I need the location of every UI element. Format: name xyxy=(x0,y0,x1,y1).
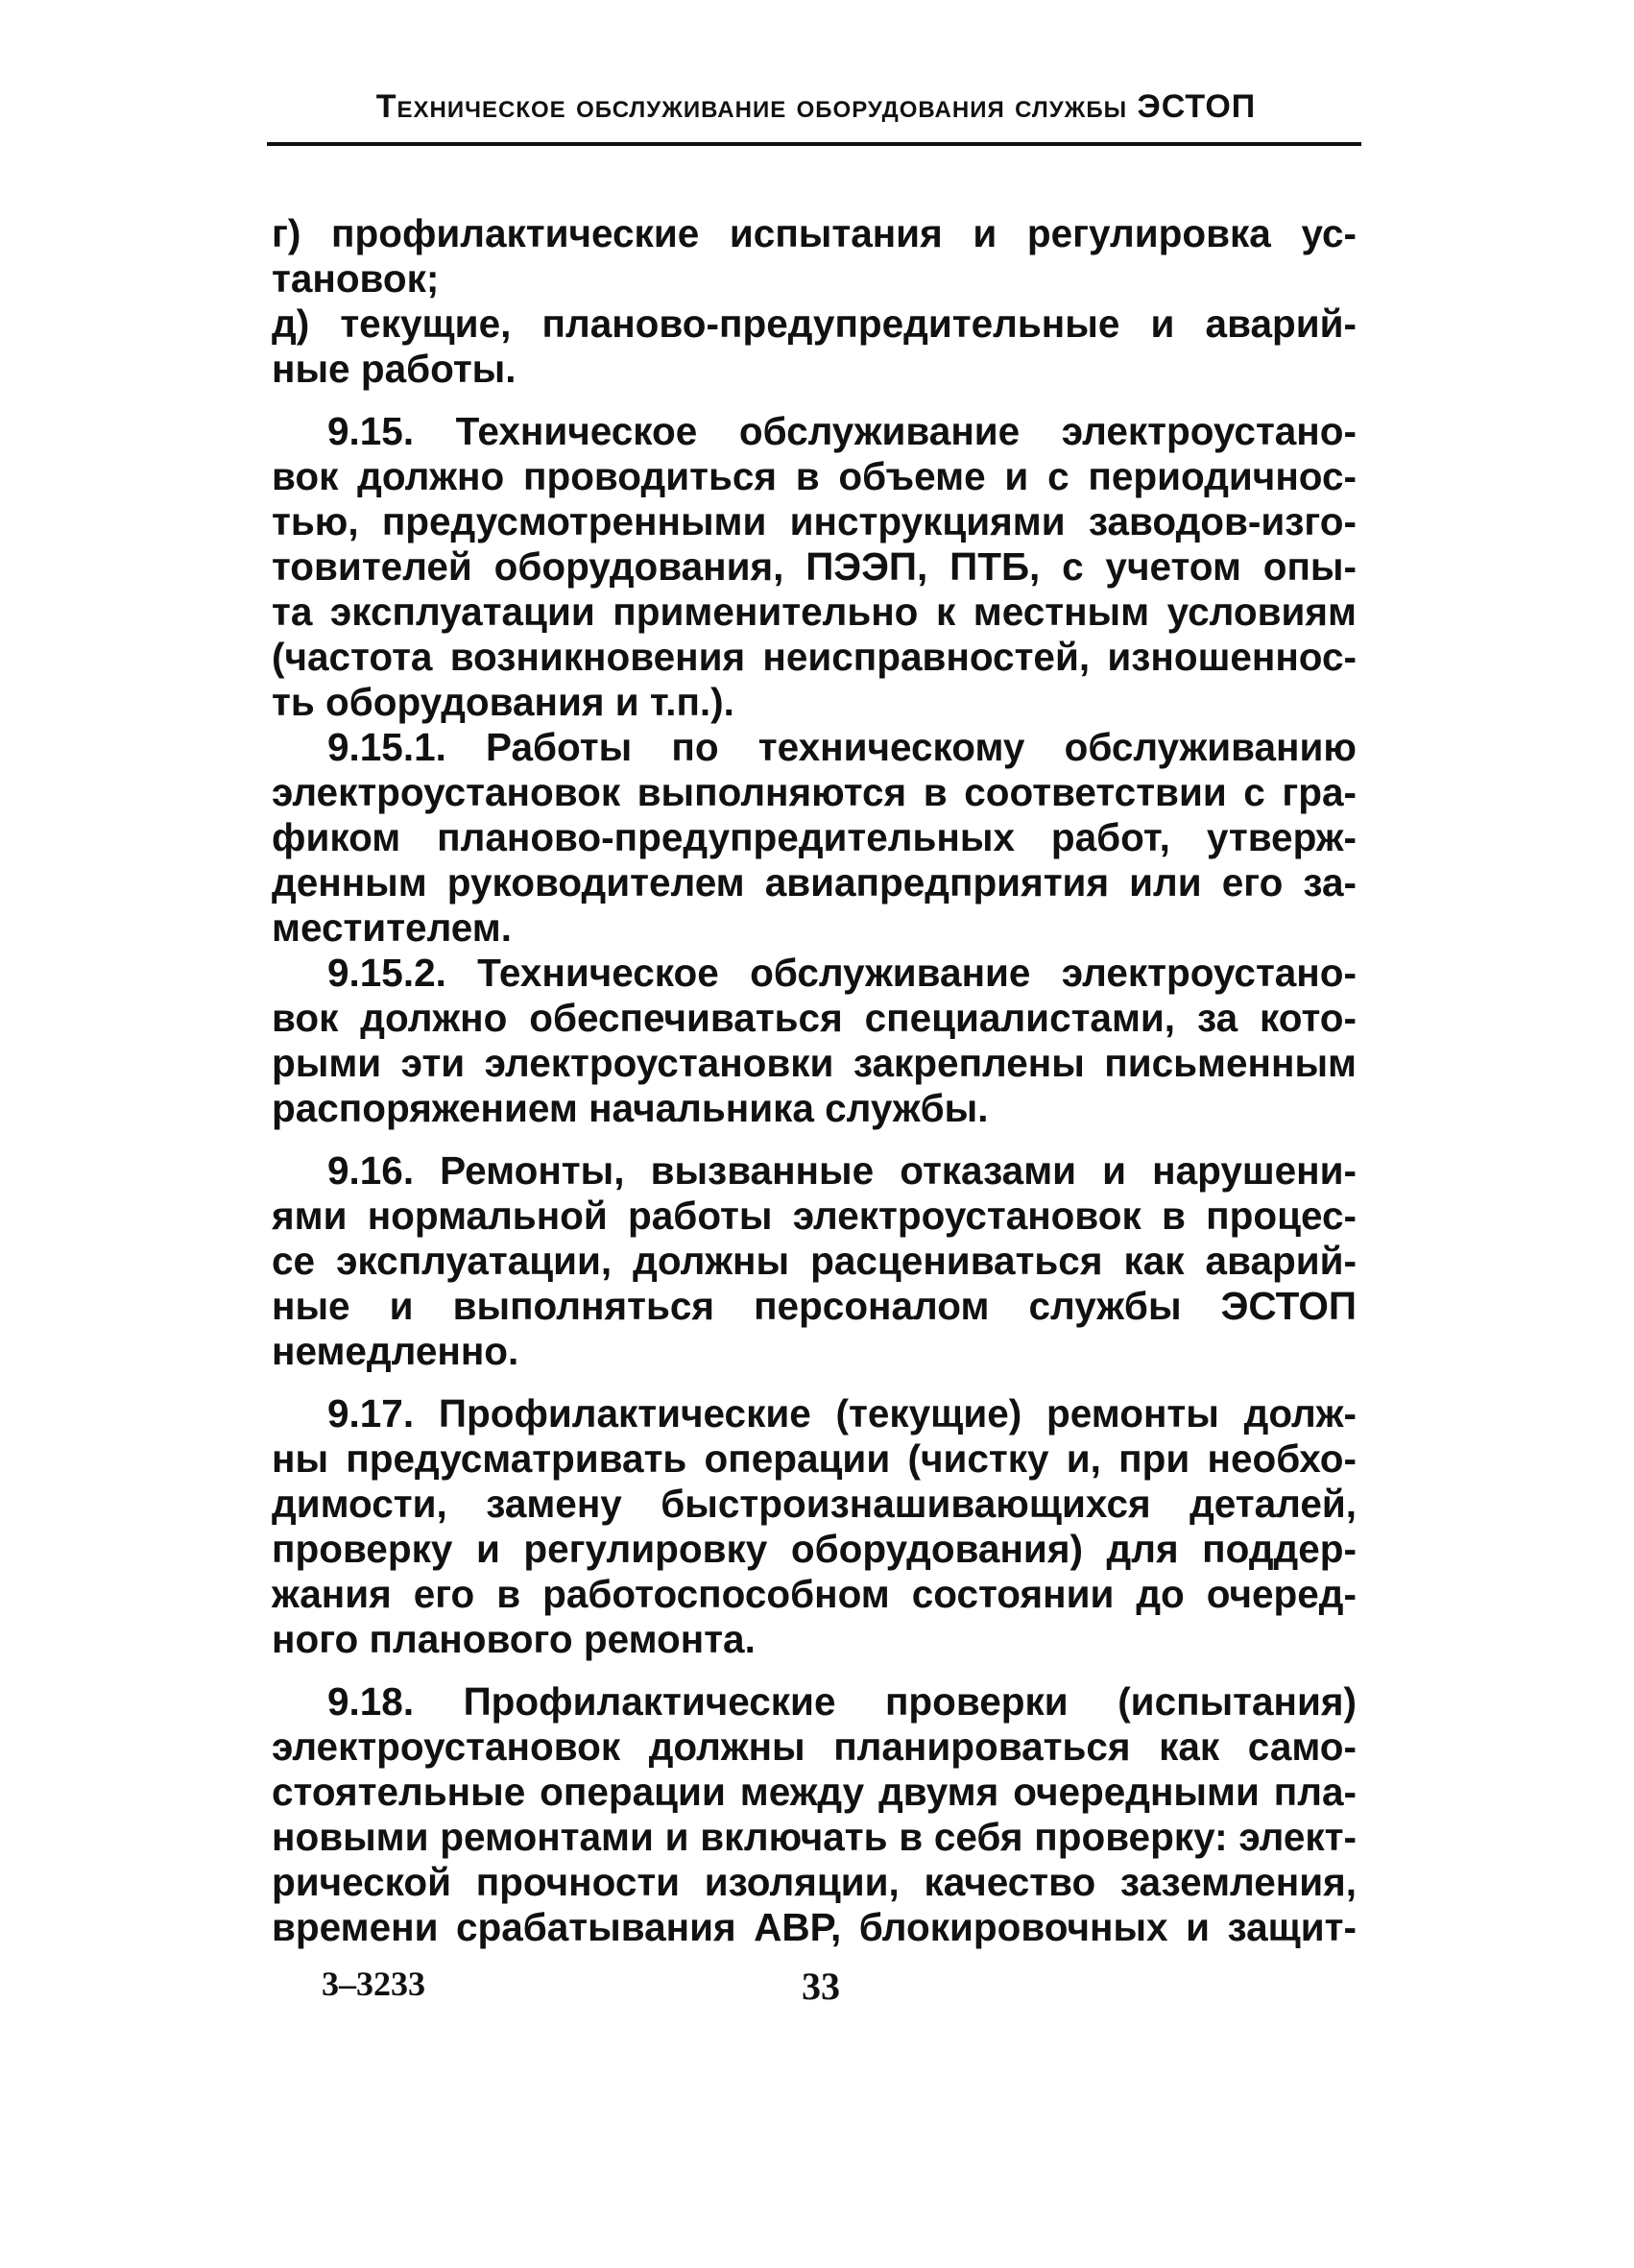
text-line: немедленно. xyxy=(272,1329,519,1373)
text-line: стоятельные операции между двумя очередными пла- xyxy=(272,1770,1357,1814)
text-line: ные работы. xyxy=(272,347,517,391)
text-line: 9.18. Профилактические проверки (испытания) xyxy=(327,1679,1357,1724)
text-line: 9.16. Ремонты, вызванные отказами и нарушени- xyxy=(327,1148,1357,1193)
text-line: вок должно обеспечиваться специалистами, за кото- xyxy=(272,996,1357,1040)
running-header-title: Техническое обслуживание оборудования службы ЭСТОП xyxy=(375,88,1257,125)
text-line: рыми эти электроустановки закреплены письменным xyxy=(272,1041,1357,1085)
text-line: вок должно проводиться в объеме и с периодичнос- xyxy=(272,454,1357,498)
text-line: (частота возникновения неисправностей, изношеннос- xyxy=(272,635,1357,679)
text-line: ные и выполняться персоналом службы ЭСТОП xyxy=(272,1284,1357,1328)
text-line: 9.15.1. Работы по техническому обслуживанию xyxy=(327,725,1357,769)
text-line: ями нормальной работы электроустановок в процес- xyxy=(272,1194,1357,1238)
text-line: распоряжением начальника службы. xyxy=(272,1086,989,1130)
text-line: электроустановок выполняются в соответствии с гра- xyxy=(272,770,1357,814)
text-line: проверку и регулировку оборудования) для поддер- xyxy=(272,1527,1357,1571)
text-line: фиком планово-предупредительных работ, утверж- xyxy=(272,815,1357,859)
text-line: времени срабатывания АВР, блокировочных и защит- xyxy=(272,1905,1357,1949)
text-line: ны предусматривать операции (чистку и, при необхо- xyxy=(272,1436,1357,1481)
page-number: 33 xyxy=(802,1965,840,2008)
text-line: ть оборудования и т.п.). xyxy=(272,680,734,724)
text-line: тью, предусмотренными инструкциями заводов-изго- xyxy=(272,499,1357,543)
text-line: тановок; xyxy=(272,256,440,301)
text-line: 9.17. Профилактические (текущие) ремонты долж- xyxy=(327,1391,1357,1436)
print-order-code: 3–3233 xyxy=(322,1965,425,2003)
text-line: денным руководителем авиапредприятия или его за- xyxy=(272,860,1357,905)
text-line: ного планового ремонта. xyxy=(272,1617,756,1661)
header-rule xyxy=(267,142,1361,146)
text-line: товителей оборудования, ПЭЭП, ПТБ, с учетом опы- xyxy=(272,544,1357,589)
text-line: г) профилактические испытания и регулировка ус- xyxy=(272,211,1357,255)
text-line: электроустановок должны планироваться как само- xyxy=(272,1725,1357,1769)
text-line: 9.15.2. Техническое обслуживание электроустано- xyxy=(327,951,1357,995)
text-line: местителем. xyxy=(272,905,512,950)
page-body xyxy=(272,211,1357,1950)
text-line: димости, замену быстроизнашивающихся деталей, xyxy=(272,1482,1357,1526)
text-line: та эксплуатации применительно к местным условиям xyxy=(272,590,1357,634)
text-line: новыми ремонтами и включать в себя проверку: элект- xyxy=(272,1815,1357,1859)
text-line: д) текущие, планово-предупредительные и аварий- xyxy=(272,302,1357,346)
text-line: рической прочности изоляции, качество заземления, xyxy=(272,1860,1357,1904)
text-line: се эксплуатации, должны расцениваться как аварий- xyxy=(272,1239,1357,1283)
text-line: жания его в работоспособном состоянии до очеред- xyxy=(272,1572,1357,1616)
text-line: 9.15. Техническое обслуживание электроустано- xyxy=(327,409,1357,453)
